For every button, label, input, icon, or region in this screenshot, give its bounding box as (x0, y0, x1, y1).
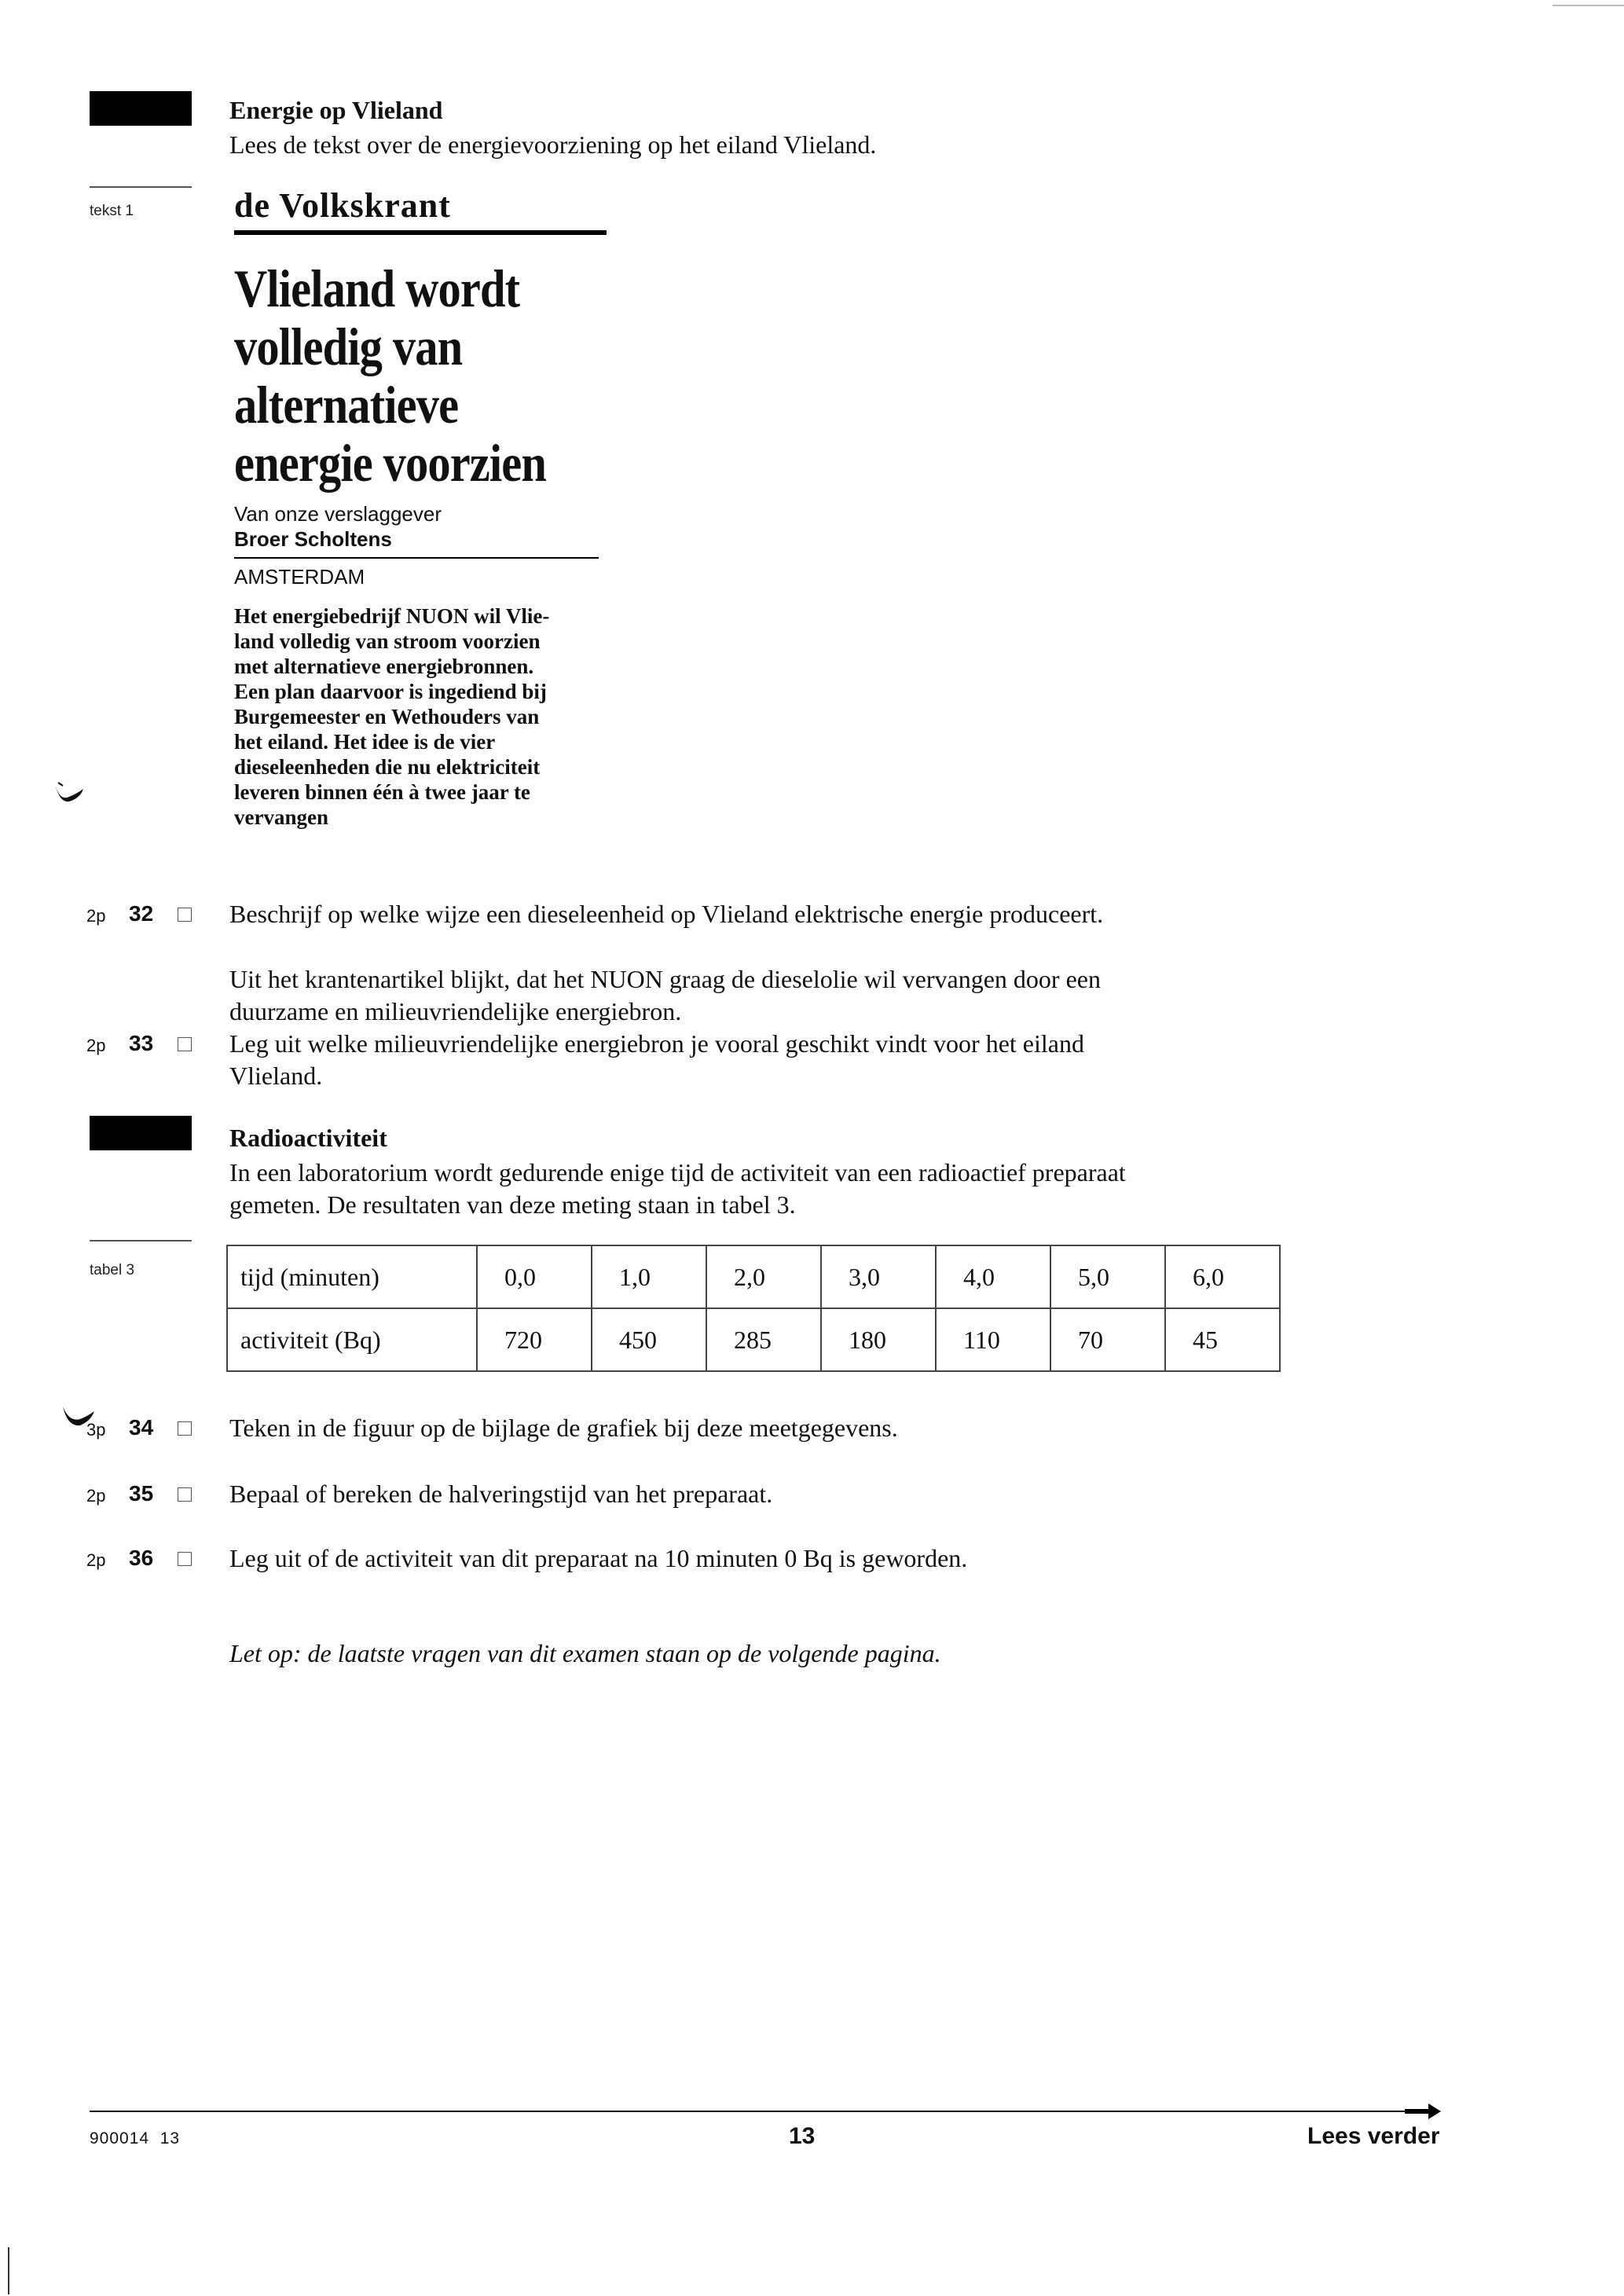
question-points: 2p (86, 1036, 106, 1055)
scan-edge-mark (1553, 5, 1624, 6)
answer-checkbox[interactable] (178, 1487, 192, 1502)
headline-line: Vlieland wordt (234, 259, 520, 318)
lead-line: vervangen (234, 805, 328, 829)
question-intro: duurzame en milieuvriendelijke energiebron. (229, 997, 682, 1025)
question-36 (0, 1542, 1624, 1577)
question-text: Beschrijf op welke wijze een dieseleenheid op Vlieland elektrische energie produceert. (229, 900, 1104, 928)
row-header: activiteit (Bq) (227, 1308, 477, 1371)
table-cell: 3,0 (821, 1245, 936, 1308)
table-cell: 450 (592, 1308, 706, 1371)
table-cell: 70 (1050, 1308, 1165, 1371)
headline-line: volledig van (234, 317, 463, 376)
question-number: 36 (129, 1546, 154, 1570)
masthead-rule (234, 230, 607, 235)
question-text: Teken in de figuur op de bijlage de grafiek bij deze meetgegevens. (229, 1414, 898, 1442)
table-cell: 1,0 (592, 1245, 706, 1308)
table-cell: 180 (821, 1308, 936, 1371)
headline-line: energie voorzien (234, 433, 547, 493)
table-cell: 6,0 (1165, 1245, 1280, 1308)
question-text: Leg uit welke milieuvriendelijke energiebron je vooral geschikt vindt voor het eiland (229, 1029, 1084, 1058)
question-34 (0, 1412, 1624, 1447)
byline-name: Broer Scholtens (234, 527, 392, 551)
question-points: 3p (86, 1420, 106, 1440)
article-lead (234, 603, 596, 830)
scan-edge-mark (8, 2247, 9, 2294)
lead-line: Een plan daarvoor is ingediend bij (234, 680, 547, 703)
table-cell: 5,0 (1050, 1245, 1165, 1308)
question-text: Bepaal of bereken de halveringstijd van het preparaat. (229, 1480, 773, 1508)
footer-rule (90, 2111, 1433, 2112)
section-marker (90, 91, 192, 126)
question-number: 33 (129, 1031, 154, 1055)
newspaper-masthead: de Volkskrant (234, 186, 451, 225)
section-intro: Lees de tekst over de energievoorziening op het eiland Vlieland. (229, 130, 877, 159)
table-cell: 0,0 (477, 1245, 592, 1308)
lead-line: dieseleenheden die nu elektriciteit (234, 755, 541, 779)
page-number: 13 (789, 2123, 816, 2149)
question-points: 2p (86, 1486, 106, 1506)
headline-line: alternatieve (234, 375, 459, 435)
row-header: tijd (minuten) (227, 1245, 477, 1308)
section-title: Energie op Vlieland (229, 96, 443, 124)
answer-checkbox[interactable] (178, 1552, 192, 1566)
answer-checkbox[interactable] (178, 1421, 192, 1436)
margin-mark-icon (52, 778, 99, 809)
lead-line: het eiland. Het idee is de vier (234, 730, 496, 754)
table-row (227, 1245, 1280, 1308)
question-number: 32 (129, 901, 154, 926)
question-text-cont: Vlieland. (229, 1062, 323, 1090)
table-cell: 285 (706, 1308, 821, 1371)
answer-checkbox[interactable] (178, 908, 192, 922)
label-divider (90, 1240, 192, 1242)
footer-code: 900014 13 (90, 2129, 181, 2147)
section-intro: gemeten. De resultaten van deze meting staan in tabel 3. (229, 1190, 796, 1219)
question-35 (0, 1478, 1624, 1513)
question-points: 2p (86, 906, 106, 926)
table-cell: 720 (477, 1308, 592, 1371)
lead-line: Burgemeester en Wethouders van (234, 705, 540, 728)
question-points: 2p (86, 1550, 106, 1570)
table-row (227, 1308, 1280, 1371)
byline-rule (234, 557, 599, 559)
question-number: 34 (129, 1415, 154, 1440)
arrow-right-icon (1405, 2103, 1441, 2119)
question-intro: Uit het krantenartikel blijkt, dat het NUON graag de dieselolie wil vervangen door een (229, 965, 1101, 993)
question-number: 35 (129, 1481, 154, 1506)
section-title: Radioactiviteit (229, 1124, 387, 1152)
page-note: Let op: de laatste vragen van dit examen staan op de volgende pagina. (229, 1639, 941, 1667)
label-divider (90, 186, 192, 188)
question-32 (0, 898, 1624, 933)
lead-line: leveren binnen één à twee jaar te (234, 780, 530, 804)
section-intro: In een laboratorium wordt gedurende enige tijd de activiteit van een radioactief preparaat (229, 1158, 1126, 1187)
byline: Van onze verslaggever (234, 502, 442, 526)
table-label: tabel 3 (90, 1262, 135, 1278)
table-cell: 45 (1165, 1308, 1280, 1371)
lead-line: land volledig van stroom voorzien (234, 629, 541, 653)
question-33 (0, 1028, 1624, 1062)
article-headline (234, 259, 597, 492)
table-cell: 4,0 (936, 1245, 1050, 1308)
dateline: AMSTERDAM (234, 565, 365, 589)
table-cell: 110 (936, 1308, 1050, 1371)
continue-label: Lees verder (1307, 2123, 1440, 2149)
question-text: Leg uit of de activiteit van dit preparaat na 10 minuten 0 Bq is geworden. (229, 1544, 968, 1572)
lead-line: Het energiebedrijf NUON wil Vlie- (234, 604, 550, 628)
section-marker (90, 1116, 192, 1150)
measurement-table (226, 1245, 1281, 1372)
table-cell: 2,0 (706, 1245, 821, 1308)
answer-checkbox[interactable] (178, 1037, 192, 1051)
article-label: tekst 1 (90, 203, 134, 219)
lead-line: met alternatieve energiebronnen. (234, 655, 534, 678)
